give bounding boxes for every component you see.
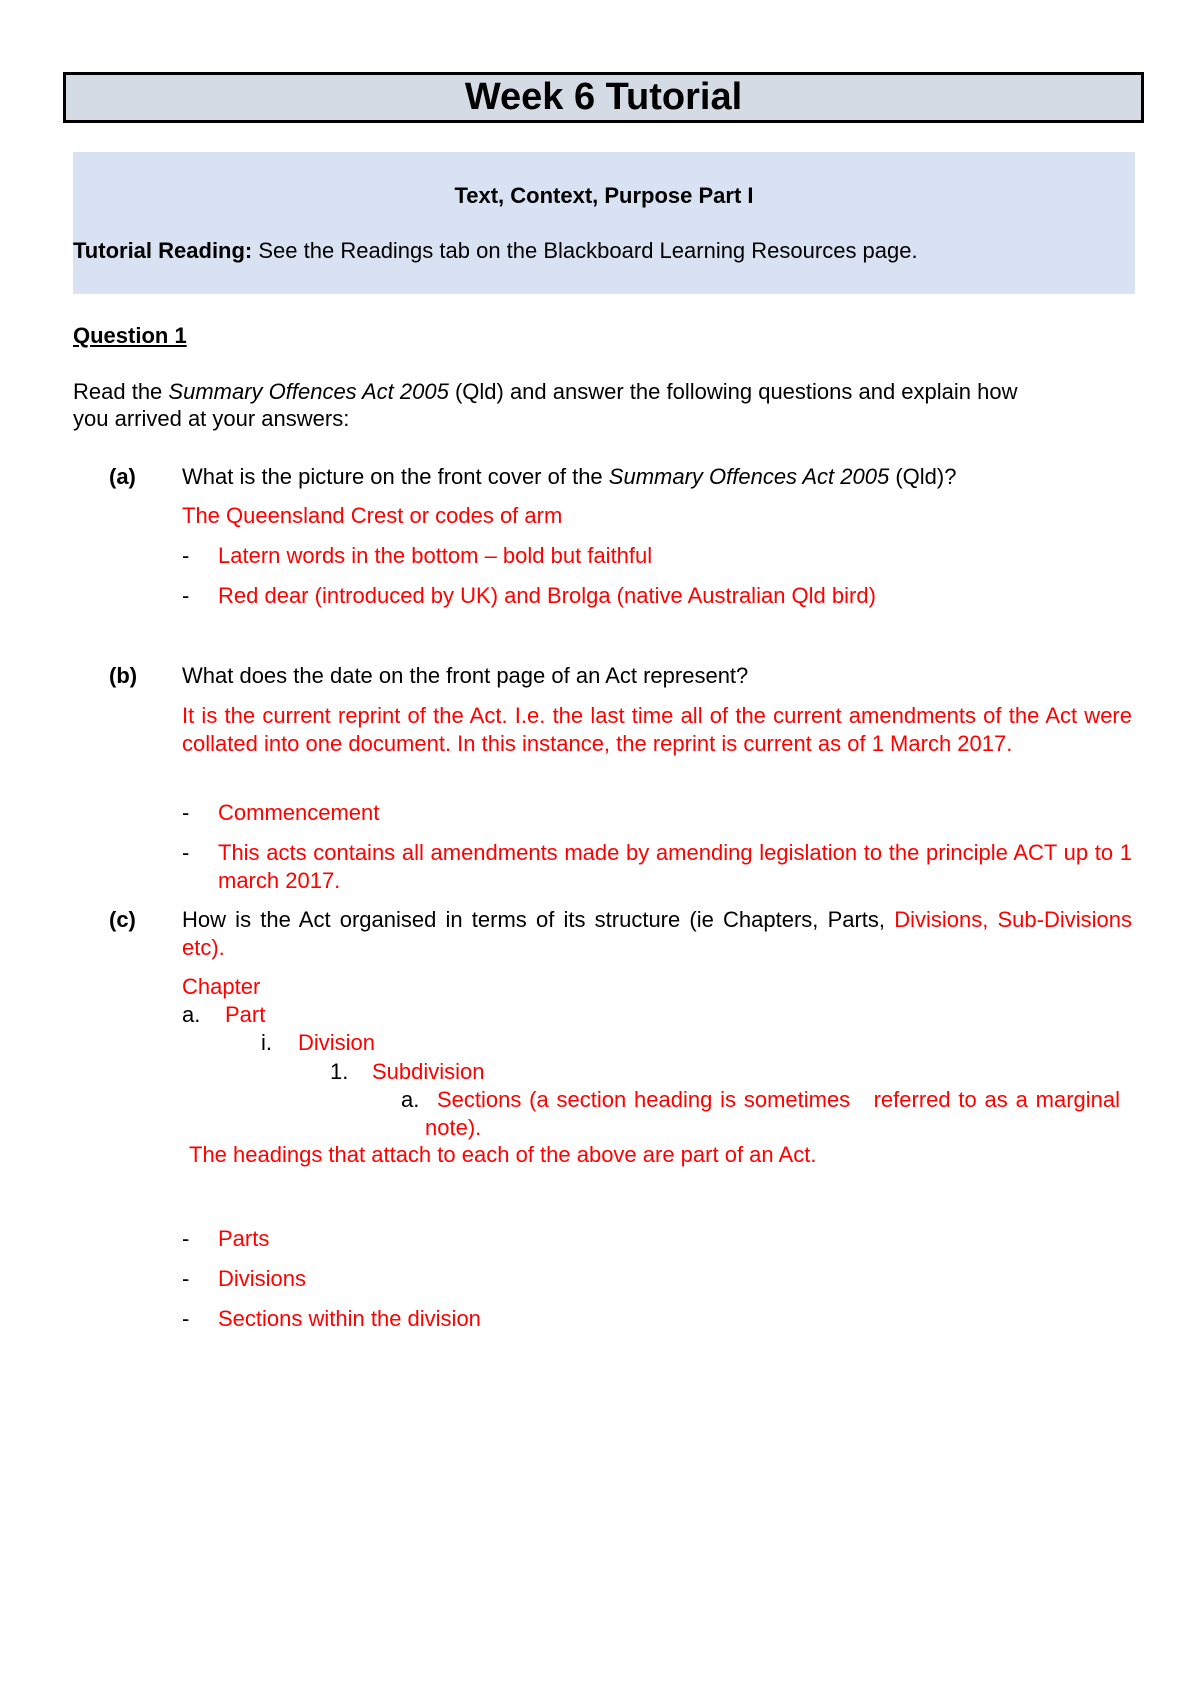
structure-division-marker: i.: [261, 1030, 272, 1055]
part-b-bullet: This acts contains all amendments made by amending legislation to the principle ACT up to 1 march 2017.: [218, 840, 1132, 893]
part-b-answer: It is the current reprint of the Act. I.e. the last time all of the current amendments of the Act were collated into one document. In this instance, the reprint is current as of 1 March 2017.: [182, 703, 1132, 756]
intro-text: Read the: [73, 379, 169, 404]
structure-part-marker: a.: [182, 1002, 201, 1027]
part-b-question: What does the date on the front page of an Act represent?: [182, 663, 749, 688]
bullet-marker: -: [182, 543, 190, 568]
structure-division: Division: [298, 1030, 376, 1055]
tutorial-subtitle: Text, Context, Purpose Part I: [454, 183, 754, 208]
part-c-bullet: Sections within the division: [218, 1306, 481, 1331]
reading-label: Tutorial Reading:: [73, 238, 253, 263]
tutorial-info-box: [73, 152, 1135, 294]
structure-sections: Sections (a section heading is sometimes referred to as a marginal note).: [425, 1087, 1127, 1140]
part-a-label: (a): [109, 464, 136, 489]
part-c-question-text: How is the Act organised in terms of its structure (ie Chapters, Parts,: [182, 907, 895, 932]
part-a-question: [182, 463, 956, 491]
bullet-marker: -: [182, 800, 190, 825]
part-c-bullet: Parts: [218, 1226, 270, 1251]
structure-subdivision-marker: 1.: [330, 1059, 349, 1084]
question-intro-line-2: you arrived at your answers:: [73, 406, 350, 431]
tutorial-reading: [73, 238, 918, 264]
part-a-answer: The Queensland Crest or codes of arm: [182, 503, 563, 528]
part-c-note: The headings that attach to each of the above are part of an Act.: [189, 1142, 817, 1167]
question-heading: Question 1: [73, 323, 187, 348]
bullet-marker: -: [182, 1266, 190, 1291]
bullet-marker: -: [182, 1306, 190, 1331]
part-a-question-end: (Qld)?: [889, 464, 957, 489]
part-a-bullet: Red dear (introduced by UK) and Brolga (native Australian Qld bird): [218, 583, 876, 608]
part-c-bullet: Divisions: [218, 1266, 307, 1291]
bullet-marker: -: [182, 583, 190, 608]
question-intro-line-1: [73, 378, 1018, 406]
part-b-bullet: Commencement: [218, 800, 380, 825]
part-a-bullet: Latern words in the bottom – bold but faithful: [218, 543, 653, 568]
part-a-question-text: What is the picture on the front cover of the: [182, 464, 609, 489]
part-b-label: (b): [109, 663, 138, 688]
part-a-act-title: Summary Offences Act 2005: [608, 464, 890, 489]
part-c-question: [182, 906, 1132, 961]
intro-act-title: Summary Offences Act 2005: [168, 379, 449, 404]
structure-chapter: Chapter: [182, 974, 261, 999]
part-c-question-red: Divisions, Sub-Divisions etc).: [182, 907, 1132, 960]
bullet-marker: -: [182, 1226, 190, 1251]
part-c-label: (c): [109, 907, 136, 932]
intro-text-2: (Qld) and answer the following questions and explain how: [448, 379, 1018, 404]
bullet-marker: -: [182, 840, 190, 865]
reading-text: See the Readings tab on the Blackboard Learning Resources page.: [252, 238, 918, 263]
structure-subdivision: Subdivision: [372, 1059, 485, 1084]
structure-sections-marker: a.: [401, 1087, 420, 1112]
structure-part: Part: [225, 1002, 266, 1027]
page-title: Week 6 Tutorial: [63, 72, 1144, 123]
